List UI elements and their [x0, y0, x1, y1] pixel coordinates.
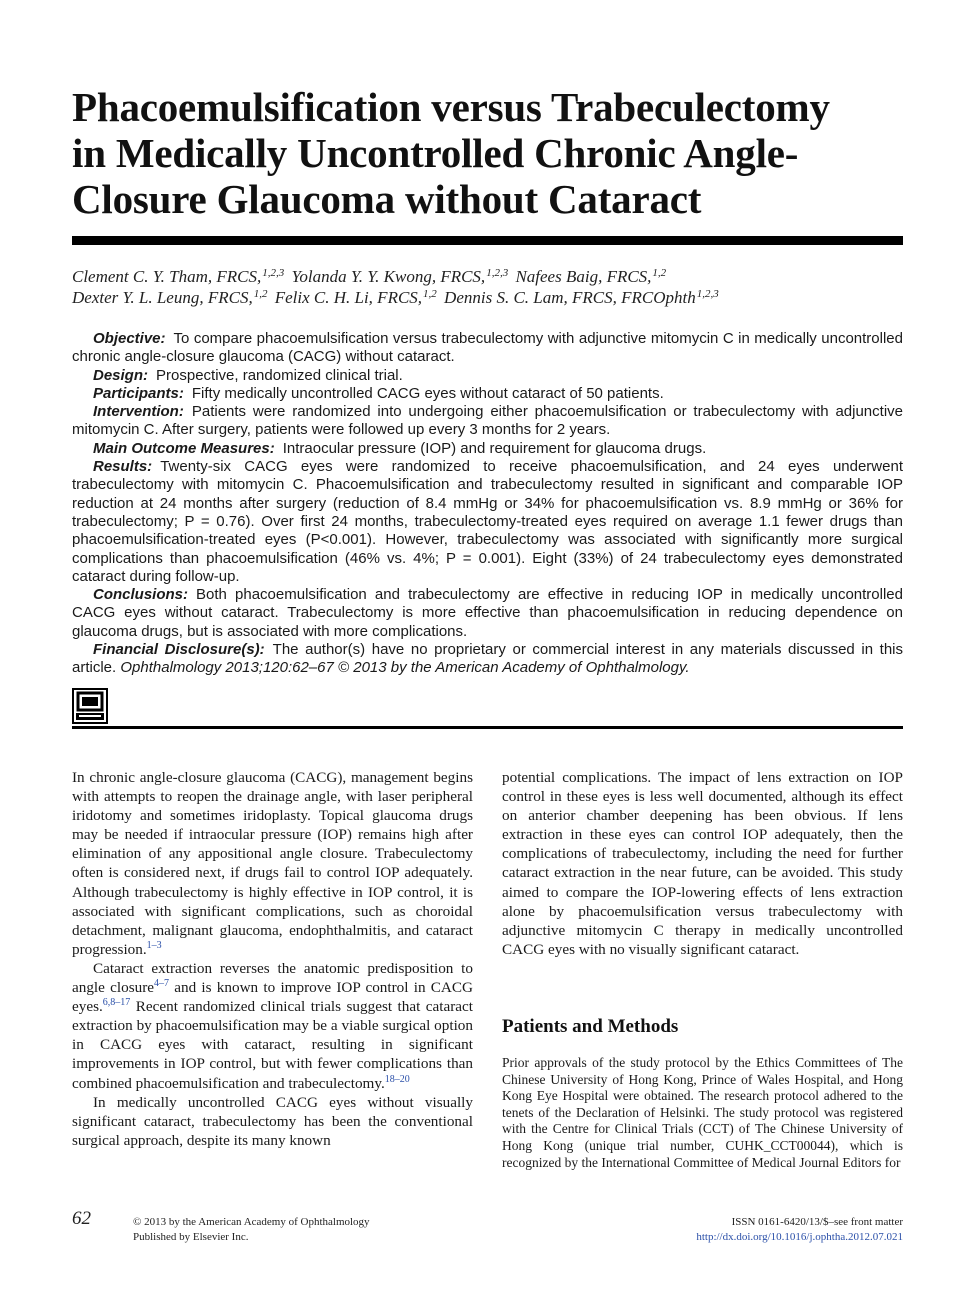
abstract-participants	[72, 385, 903, 403]
journal-citation: Ophthalmology 2013;120:62–67 © 2013 by the American Academy of Ophthalmology.	[120, 659, 690, 677]
title-line-1: Phacoemulsification versus Trabeculectomy	[72, 84, 830, 130]
paragraph-text: In chronic angle-closure glaucoma (CACG), management begins with attempts to reopen the drainage angle, with laser peripheral iridotomy and sometimes iridoplasty. Topical glaucoma drugs may be needed if intraocular pressure (IOP) remains high after elimination of any appositional angle closure. Trabeculectomy often is considered next, if drugs fail to control IOP adequately. Although trabeculectomy is highly effective in IOP control, it is associated with significant complications, such as choroidal detachment, malignant glaucoma, endophthalmitis, and cataract progression.	[72, 769, 473, 958]
abstract-text: Patients were randomized into undergoing either phacoemulsification or trabeculectomy with adjunctive mitomycin C. After surgery, patients were followed up every 3 months for 2 years.	[72, 403, 903, 439]
publisher-text: Published by Elsevier Inc.	[133, 1231, 249, 1243]
doi-link[interactable]: http://dx.doi.org/10.1016/j.ophtha.2012.07.021	[696, 1231, 903, 1243]
reference-link[interactable]: 4–7	[154, 978, 169, 990]
author-line-2	[72, 287, 903, 308]
author-name: Dexter Y. L. Leung, FRCS,	[72, 288, 253, 307]
abstract-results	[72, 458, 903, 586]
author-affiliation: 1,2,3	[262, 267, 285, 279]
author-name: Yolanda Y. Y. Kwong, FRCS,	[291, 267, 486, 286]
reference-link[interactable]: 6,8–17	[102, 997, 131, 1009]
abstract-conclusions	[72, 586, 903, 641]
author-name: Dennis S. C. Lam, FRCS, FRCOphth	[444, 288, 696, 307]
abstract-design	[72, 367, 903, 385]
abstract-label: Main Outcome Measures:	[93, 439, 275, 457]
footer-copyright	[133, 1215, 370, 1245]
body-paragraph: potential complications. The impact of lens extraction on IOP control in these eyes is less well documented, although its effect on anterior chamber deepening has been obvious. If lens extraction in these eyes can control IOP adequately, then the complications of trabeculectomy, including the need for further cataract extraction in the near future, can be avoided. This study aimed to compare the IOP-lowering effects of lens extraction alone by phacoemulsification versus trabeculectomy with adjunctive mitomycin C therapy in medically uncontrolled CACG eyes with no visually significant cataract.	[502, 769, 903, 958]
article-title	[72, 84, 907, 222]
abstract-label: Participants:	[93, 384, 184, 402]
reference-link[interactable]: 1–3	[146, 939, 162, 951]
abstract-outcome-measures	[72, 440, 903, 458]
paragraph-text: Cataract extraction reverses the anatomic predisposition to angle closure	[72, 959, 473, 997]
reference-link[interactable]: 18–20	[384, 1073, 410, 1085]
abstract-rule	[72, 726, 903, 729]
author-name: Nafees Baig, FRCS,	[515, 267, 652, 286]
author-name: Clement C. Y. Tham, FRCS,	[72, 267, 262, 286]
abstract-label: Intervention:	[93, 403, 184, 421]
section-heading: Patients and Methods	[502, 1016, 679, 1037]
paragraph-text: and is known to improve IOP control in CACG eyes.	[72, 979, 473, 1016]
paragraph-text: Recent randomized clinical trials suggest that cataract extraction by phacoemulsification may be a viable surgical option in CACG eyes with cataract, resulting in significant improvements in IOP control, but with fewer complications than combined phacoemulsification and trabeculectomy.	[72, 998, 473, 1092]
abstract-text: Both phacoemulsification and trabeculectomy are effective in reducing IOP in medically uncontrolled CACG eyes without cataract. Trabeculectomy is more effective than phacoemulsification in reducing dependence on glaucoma drugs, but is associated with more complications.	[72, 586, 903, 640]
abstract-text: The author(s) have no proprietary or commercial interest in any materials discussed in this article.	[72, 641, 903, 677]
body-paragraph	[72, 768, 473, 959]
title-line-2: in Medically Uncontrolled Chronic Angle-	[72, 130, 799, 176]
author-affiliation: 1,2,3	[696, 288, 719, 300]
author-line-1	[72, 266, 903, 287]
abstract	[72, 330, 903, 678]
abstract-text: Twenty-six CACG eyes were randomized to receive phacoemulsification, and 24 eyes underwent trabeculectomy with mitomycin C. Phacoemulsification and trabeculectomy resulted in significant and comparable IOP reduction at 24 months after surgery (reduction of 8.4 mmHg or 34% for phacoemulsification vs. 8.9 mmHg or 36% for trabeculectomy; P = 0.76). Over first 24 months, trabeculectomy-treated eyes required on average 1.1 fewer drugs than phacoemulsification-treated eyes (P<0.001). However, trabeculectomy was associated with significantly more surgical complications than phacoemulsification (46% vs. 4%; P = 0.001). Eight (33%) of 24 trabeculectomy eyes demonstrated cataract during follow-up.	[72, 458, 903, 585]
abstract-text: Prospective, randomized clinical trial.	[156, 366, 403, 384]
issn-text: ISSN 0161-6420/13/$–see front matter	[731, 1216, 903, 1228]
abstract-label: Objective:	[93, 330, 166, 347]
abstract-intervention	[72, 403, 903, 440]
abstract-text: Intraocular pressure (IOP) and requirement for glaucoma drugs.	[282, 439, 707, 457]
title-rule	[72, 236, 903, 245]
abstract-label: Financial Disclosure(s):	[93, 641, 265, 659]
copyright-text: © 2013 by the American Academy of Ophthalmology	[133, 1216, 370, 1228]
abstract-label: Conclusions:	[93, 586, 189, 604]
page-number: 62	[72, 1208, 91, 1229]
abstract-label: Results:	[93, 458, 153, 476]
abstract-financial-disclosure	[72, 641, 903, 678]
body-column-left	[72, 768, 473, 1150]
title-line-3: Closure Glaucoma without Cataract	[72, 176, 702, 222]
author-affiliation: 1,2	[652, 267, 667, 279]
abstract-text: To compare phacoemulsification versus trabeculectomy with adjunctive mitomycin C in medically uncontrolled chronic angle-closure glaucoma (CACG) without cataract.	[72, 330, 903, 366]
author-name: Felix C. H. Li, FRCS,	[274, 288, 423, 307]
abstract-label: Design:	[93, 366, 149, 384]
footer-identifiers	[696, 1215, 903, 1245]
monitor-icon	[72, 688, 108, 724]
author-affiliation: 1,2	[253, 288, 268, 300]
body-paragraph	[72, 959, 473, 1093]
abstract-text: Fifty medically uncontrolled CACG eyes without cataract of 50 patients.	[191, 384, 664, 402]
body-column-right	[502, 768, 903, 959]
abstract-objective	[72, 330, 903, 367]
author-affiliation: 1,2	[423, 288, 437, 300]
author-affiliation: 1,2,3	[486, 267, 509, 279]
body-paragraph: In medically uncontrolled CACG eyes without visually significant cataract, trabeculectomy has been the conventional surgical approach, despite its many known	[72, 1093, 473, 1149]
author-list	[72, 266, 903, 308]
methods-paragraph: Prior approvals of the study protocol by the Ethics Committees of The Chinese University of Hong Kong, Prince of Wales Hospital, and Hong Kong Eye Hospital were obtained. The research protocol adhered to the tenets of the Declaration of Helsinki. The study protocol was registered with the Centre for Clinical Trials (CCT) of The Chinese University of Hong Kong (unique trial number, CUHK_CCT00044), which is recognized by the International Committee of Medical Journal Editors for	[502, 1055, 903, 1170]
